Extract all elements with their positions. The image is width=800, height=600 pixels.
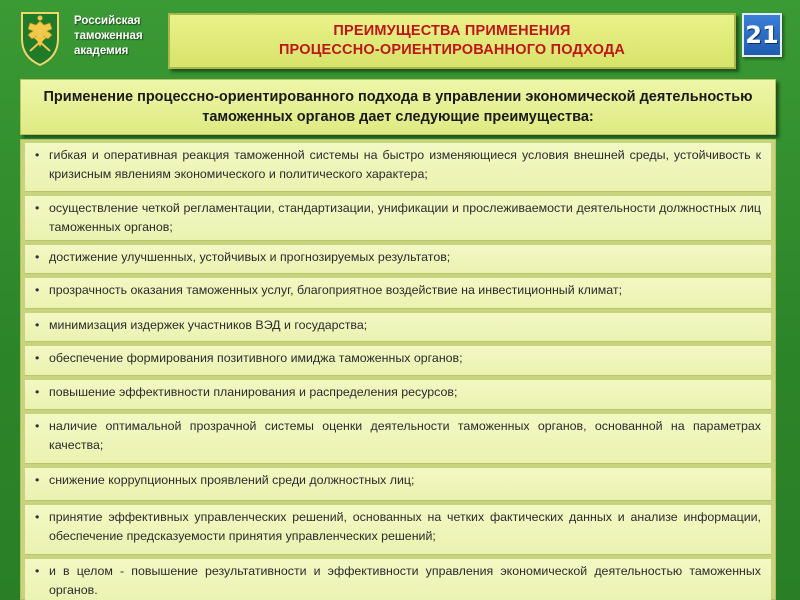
list-item: • прозрачность оказания таможенных услуг, благоприятное воздействие на инвестиционный климат; [25,278,771,309]
list-item: • обеспечение формирования позитивного имиджа таможенных органов; [25,346,771,376]
list-item: • наличие оптимальной прозрачной системы оценки деятельности таможенных органов, основанной на параметрах качества; [25,414,771,464]
customs-eagle-emblem-icon [16,9,64,67]
list-item: • достижение улучшенных, устойчивых и прогнозируемых результатов; [25,245,771,274]
page-number-badge: 21 [742,13,782,57]
list-item: • повышение эффективности планирования и распределения ресурсов; [25,380,771,410]
title-line: ПРЕИМУЩЕСТВА ПРИМЕНЕНИЯ [333,23,571,39]
list-item: • осуществление четкой регламентации, стандартизации, унификации и прослеживаемости деятельности должностных лиц таможенных органов; [25,196,771,241]
academy-line: Российская [74,15,141,27]
slide-title [168,13,736,69]
list-item: • минимизация издержек участников ВЭД и государства; [25,313,771,342]
advantages-list [20,139,776,600]
title-line: ПРОЦЕССНО-ОРИЕНТИРОВАННОГО ПОДХОДА [278,42,626,58]
academy-line: таможенная [74,30,143,42]
list-item: • гибкая и оперативная реакция таможенной системы на быстро изменяющиеся условия внешней среды, устойчивость к кризисным явлениям экономического и политического характера; [25,143,771,192]
academy-line: академия [74,45,129,57]
list-item: • и в целом - повышение результативности и эффективности управления экономической деятельностью таможенных органов. [25,559,771,600]
lead-text: Применение процессно-ориентированного подхода в управлении экономической деятельностью таможенных органов дает следующие преимущества: [43,89,753,125]
list-item: • принятие эффективных управленческих решений, основанных на четких фактических данных и анализе информации, обеспечение предсказуемости принятия управленческих решений; [25,505,771,555]
lead-heading [20,79,776,135]
header [0,0,800,76]
list-item: • снижение коррупционных проявлений среди должностных лиц; [25,468,771,501]
academy-name [74,14,164,59]
